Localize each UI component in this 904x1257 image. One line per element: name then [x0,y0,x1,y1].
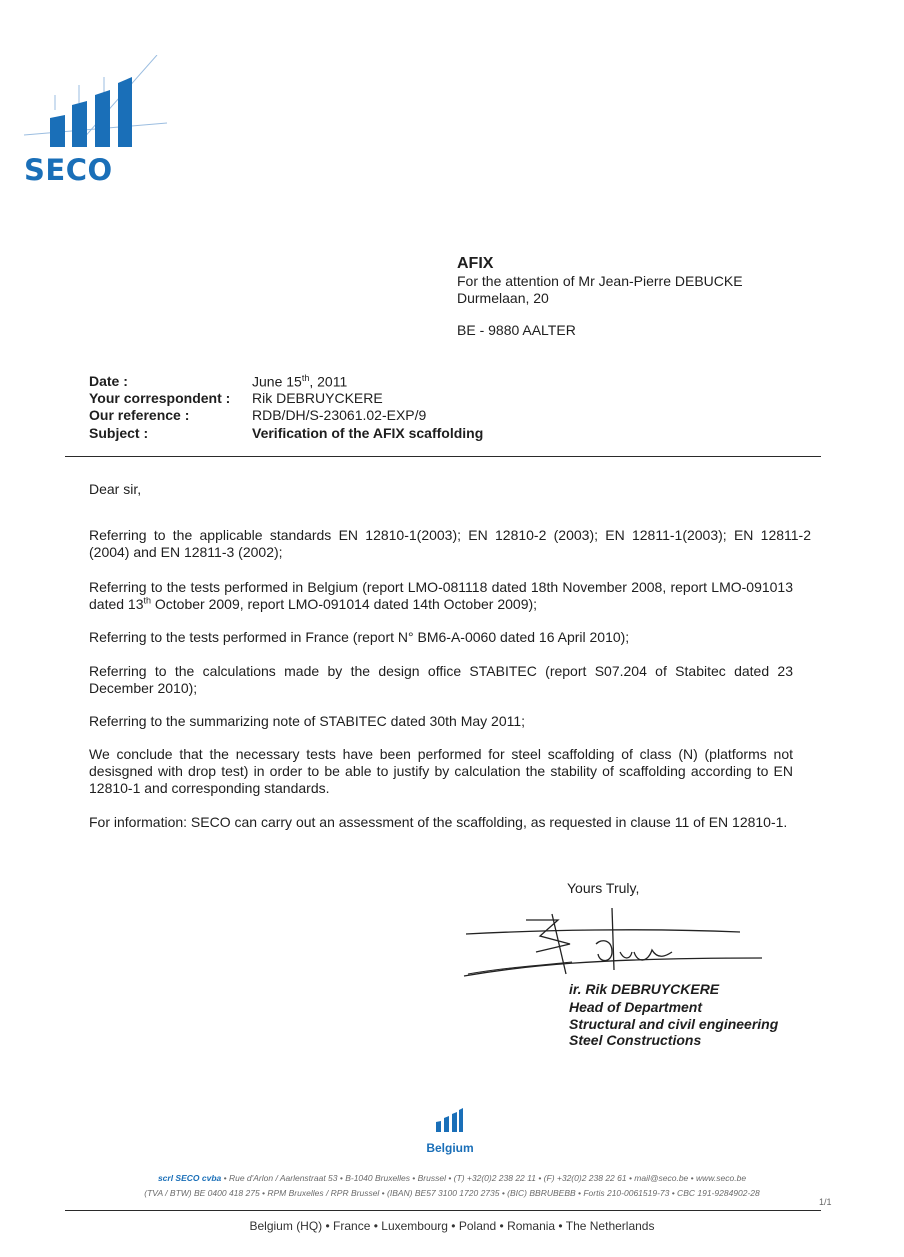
paragraph-calculations: Referring to the calculations made by the design office STABITEC (report S07.204 of Stabitec dated 23 December 2010); [89,663,793,696]
footer-address-line [60,1173,844,1183]
date-main: June 15 [252,373,302,390]
header-divider [65,456,821,457]
footer-logo-icon [434,1108,464,1132]
footer-country: Belgium [426,1141,474,1155]
footer-address: • Rue d'Arlon / Aarlenstraat 53 • B-1040 Bruxelles • Brussel • (T) +32(0)2 238 22 11 • (F) +32(0)2 238 22 61 • mail@seco.be • www.seco.be [221,1173,747,1183]
footer-divider [65,1210,821,1211]
subject-label: Subject : [89,425,149,441]
signatory-department: Structural and civil engineering [569,1016,779,1032]
logo-text: SECO [24,153,113,187]
date-value [252,373,347,390]
reference-label: Our reference : [89,407,190,423]
closing: Yours Truly, [567,880,640,896]
p2-text-a: Referring to the tests performed in Belgium (report LMO-081118 dated 18th November 2008, report LMO-091013 dated 13 [89,579,793,612]
paragraph-standards: Referring to the applicable standards EN 12810-1(2003); EN 12810-2 (2003); EN 12811-1(2003); EN 12811-2 (2004) and EN 12811-3 (2002); [89,527,811,560]
page-number: 1/1 [819,1197,832,1207]
recipient-street: Durmelaan, 20 [457,290,549,306]
paragraph-belgium-tests [89,579,793,613]
p2-sup: th [143,595,152,606]
paragraph-information: For information: SECO can carry out an assessment of the scaffolding, as requested in clause 11 of EN 12810-1. [89,814,788,830]
recipient-city: BE - 9880 AALTER [457,322,576,338]
paragraph-conclusion: We conclude that the necessary tests have been performed for steel scaffolding of class (N) (platforms not desisgned with drop test) in order to be able to justify by calculation the stability of scaffolding according to EN 12810-1 and corresponding standards. [89,746,793,796]
recipient-company: AFIX [457,255,494,272]
p2-text-b: October 2009, report LMO-091014 dated 14th October 2009); [151,596,538,612]
subject-value: Verification of the AFIX scaffolding [252,425,484,441]
date-sup: th [301,373,310,383]
date-rest: , 2011 [309,373,348,390]
footer-registration-line: (TVA / BTW) BE 0400 418 275 • RPM Bruxelles / RPR Brussel • (IBAN) BE57 3100 1720 2735 • (BIC) BBRUBEBB • Fortis 210-0061519-73 • CBC 191-9284902-28 [144,1188,760,1198]
signatory-division: Steel Constructions [569,1032,702,1048]
footer-brand: scrl SECO cvba [157,1173,222,1183]
correspondent-value: Rik DEBRUYCKERE [252,390,383,406]
correspondent-label: Your correspondent : [89,390,231,406]
paragraph-france-tests: Referring to the tests performed in France (report N° BM6-A-0060 dated 16 April 2010); [89,629,630,645]
date-label: Date : [89,373,128,389]
signatory-name: ir. Rik DEBRUYCKERE [569,981,720,997]
salutation: Dear sir, [89,481,142,497]
paragraph-summary-note: Referring to the summarizing note of STABITEC dated 30th May 2011; [89,713,526,729]
handwritten-signature [462,908,770,984]
recipient-attention: For the attention of Mr Jean-Pierre DEBUCKE [457,273,743,289]
footer-countries: Belgium (HQ) • France • Luxembourg • Poland • Romania • The Netherlands [249,1219,655,1233]
signatory-title: Head of Department [569,999,703,1015]
reference-value: RDB/DH/S-23061.02-EXP/9 [252,407,427,423]
